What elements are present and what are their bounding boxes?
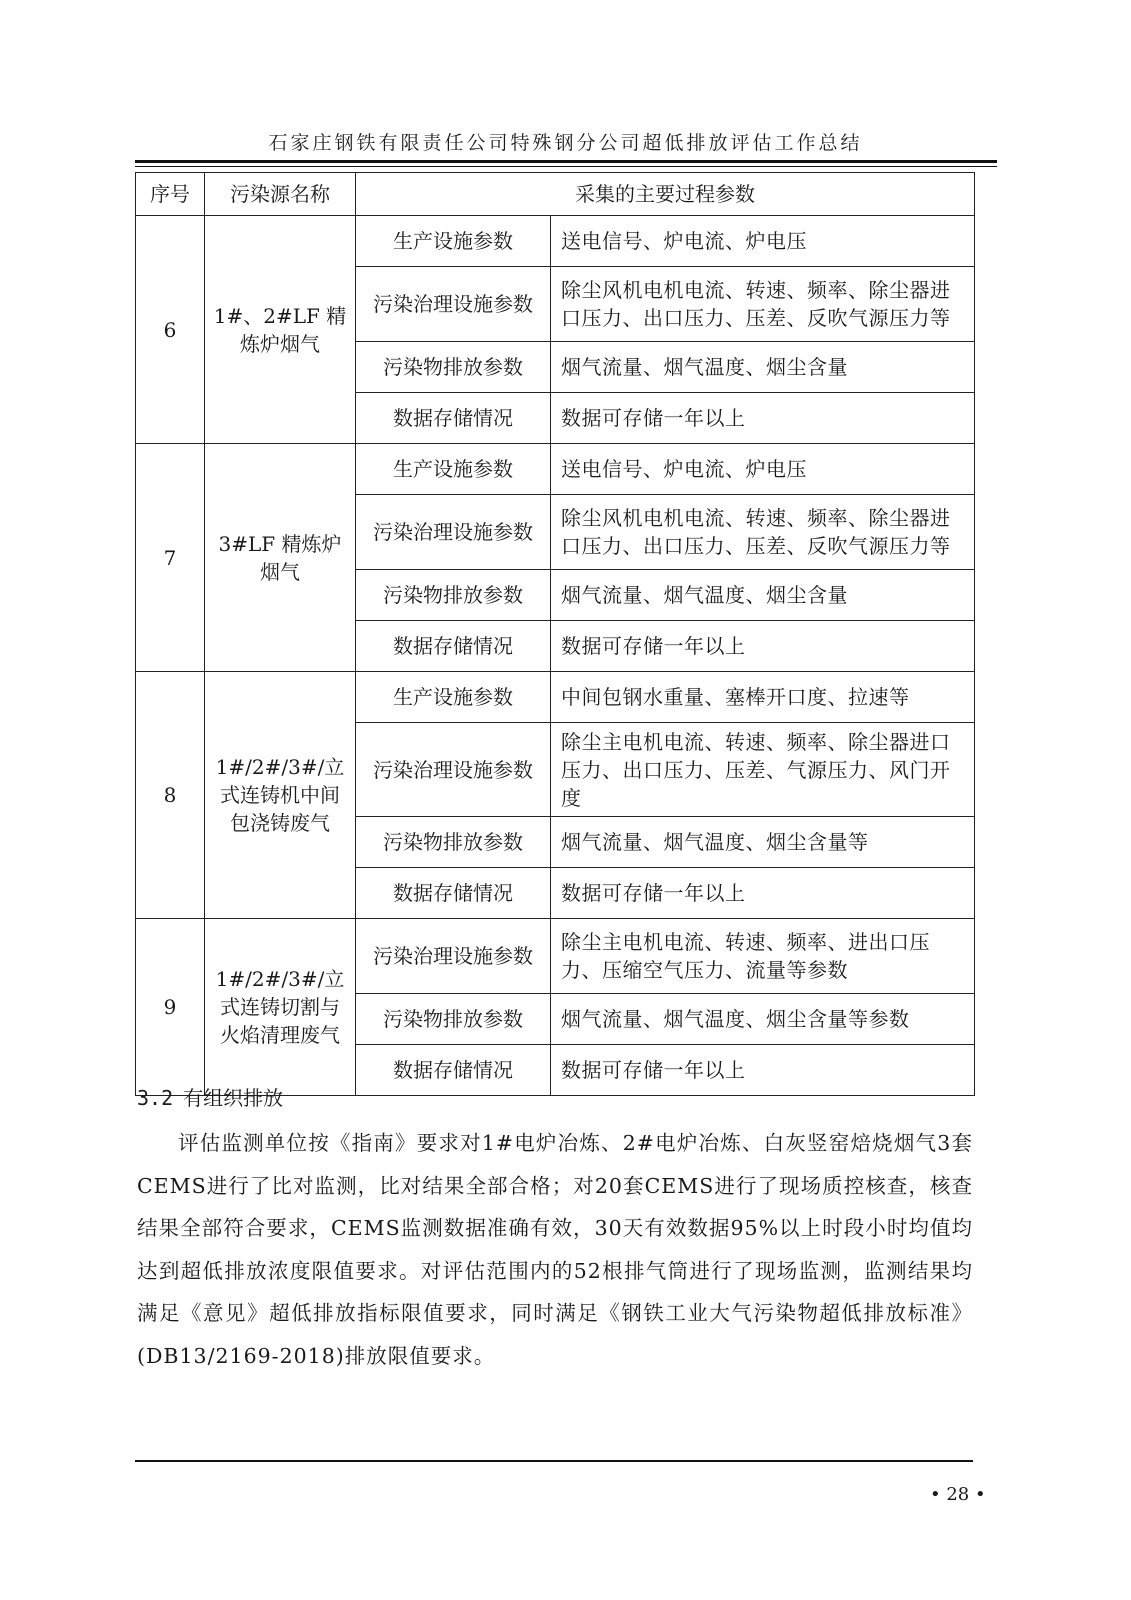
param-value: 数据可存储一年以上 — [551, 621, 975, 672]
param-value: 数据可存储一年以上 — [551, 1045, 975, 1096]
header-divider-thin — [135, 166, 997, 167]
pollution-source-name: 1#、2#LF 精炼炉烟气 — [205, 216, 356, 444]
param-category: 污染物排放参数 — [356, 817, 551, 868]
param-value: 烟气流量、烟气温度、烟尘含量等 — [551, 817, 975, 868]
param-value: 数据可存储一年以上 — [551, 393, 975, 444]
row-number: 6 — [136, 216, 205, 444]
header-no: 序号 — [136, 173, 205, 216]
section-title: 有组织排放 — [183, 1086, 284, 1110]
param-category: 污染物排放参数 — [356, 570, 551, 621]
section-heading — [137, 1082, 283, 1111]
pollution-source-name: 1#/2#/3#/立式连铸机中间包浇铸废气 — [205, 672, 356, 919]
header-source: 污染源名称 — [205, 173, 356, 216]
param-category: 污染治理设施参数 — [356, 267, 551, 342]
process-parameters-table — [135, 172, 975, 1096]
param-value: 除尘风机电机电流、转速、频率、除尘器进口压力、出口压力、压差、反吹气源压力等 — [551, 495, 975, 570]
param-category: 数据存储情况 — [356, 393, 551, 444]
row-number: 8 — [136, 672, 205, 919]
table-row — [136, 672, 975, 723]
row-number: 9 — [136, 919, 205, 1096]
pollution-source-name: 3#LF 精炼炉烟气 — [205, 444, 356, 672]
pollution-source-name: 1#/2#/3#/立式连铸切割与火焰清理废气 — [205, 919, 356, 1096]
param-category: 污染物排放参数 — [356, 342, 551, 393]
param-category: 污染物排放参数 — [356, 994, 551, 1045]
param-category: 生产设施参数 — [356, 444, 551, 495]
param-category: 污染治理设施参数 — [356, 723, 551, 817]
param-value: 中间包钢水重量、塞棒开口度、拉速等 — [551, 672, 975, 723]
footer-divider — [135, 1460, 973, 1462]
row-number: 7 — [136, 444, 205, 672]
param-value: 数据可存储一年以上 — [551, 868, 975, 919]
document-header-title: 石家庄钢铁有限责任公司特殊钢分公司超低排放评估工作总结 — [268, 132, 863, 154]
param-value: 除尘主电机电流、转速、频率、除尘器进口压力、出口压力、压差、气源压力、风门开度 — [551, 723, 975, 817]
param-category: 污染治理设施参数 — [356, 495, 551, 570]
param-category: 数据存储情况 — [356, 1045, 551, 1096]
param-category: 生产设施参数 — [356, 216, 551, 267]
param-category: 生产设施参数 — [356, 672, 551, 723]
table-row — [136, 216, 975, 267]
param-value: 送电信号、炉电流、炉电压 — [551, 444, 975, 495]
param-category: 污染治理设施参数 — [356, 919, 551, 994]
table-row — [136, 444, 975, 495]
header-divider-thick — [135, 160, 997, 163]
param-value: 烟气流量、烟气温度、烟尘含量 — [551, 570, 975, 621]
section-number: 3.2 — [137, 1086, 174, 1110]
param-category: 数据存储情况 — [356, 621, 551, 672]
param-value: 送电信号、炉电流、炉电压 — [551, 216, 975, 267]
param-value: 烟气流量、烟气温度、烟尘含量等参数 — [551, 994, 975, 1045]
table-header-row — [136, 173, 975, 216]
param-value: 除尘风机电机电流、转速、频率、除尘器进口压力、出口压力、压差、反吹气源压力等 — [551, 267, 975, 342]
param-value: 除尘主电机电流、转速、频率、进出口压力、压缩空气压力、流量等参数 — [551, 919, 975, 994]
param-value: 烟气流量、烟气温度、烟尘含量 — [551, 342, 975, 393]
header-params: 采集的主要过程参数 — [356, 173, 975, 216]
param-category: 数据存储情况 — [356, 868, 551, 919]
page-number: • 28 • — [930, 1484, 986, 1505]
section-paragraph: 评估监测单位按《指南》要求对1#电炉冶炼、2#电炉冶炼、白灰竖窑焙烧烟气3套CEMS进行了比对监测，比对结果全部合格；对20套CEMS进行了现场质控核查，核查结果全部符合要求，CEMS监测数据准确有效，30天有效数据95%以上时段小时均值均达到超低排放浓度限值要求。对评估范围内的52根排气筒进行了现场监测，监测结果均满足《意见》超低排放指标限值要求，同时满足《钢铁工业大气污染物超低排放标准》(DB13/2169-2018)排放限值要求。 — [137, 1131, 973, 1368]
table-row — [136, 919, 975, 994]
